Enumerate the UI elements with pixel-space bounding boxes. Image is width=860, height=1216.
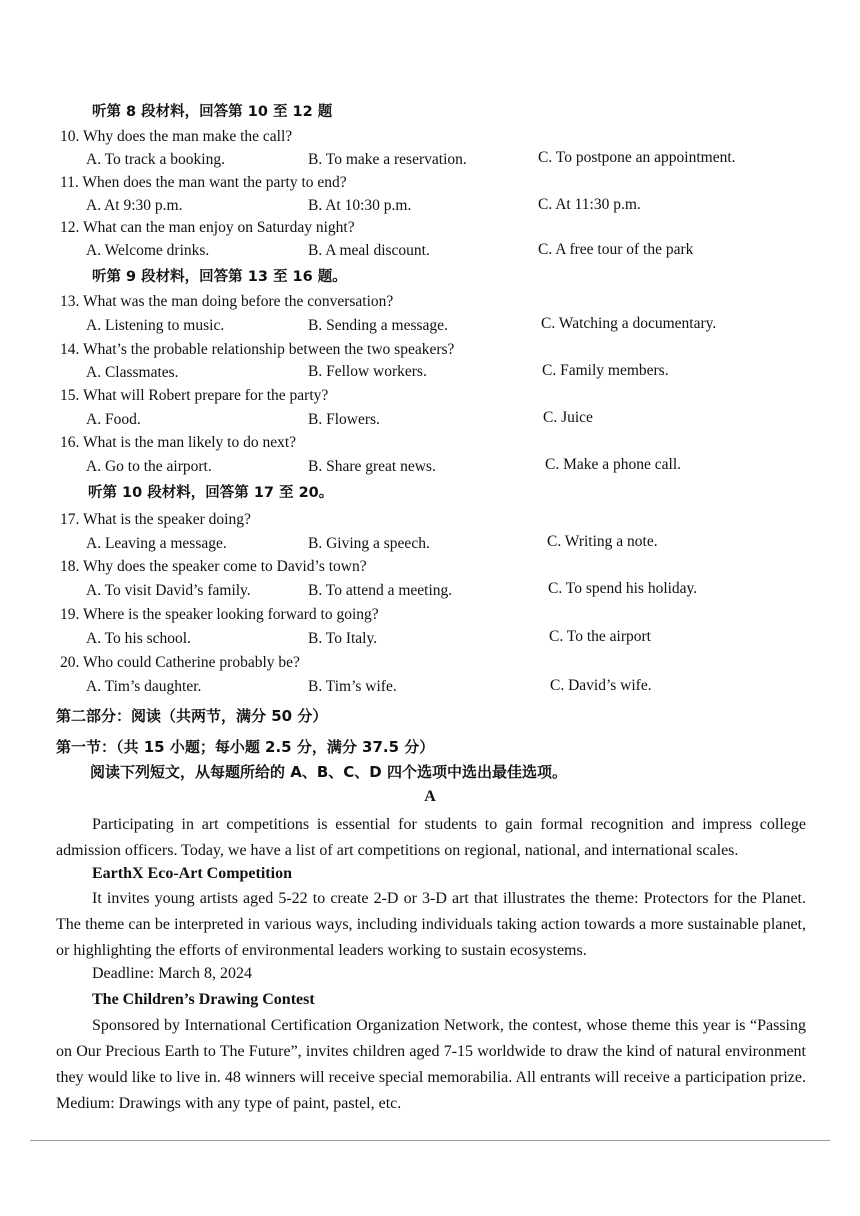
- question-10: 10. Why does the man make the call?: [60, 128, 293, 145]
- competition-2-title: The Children’s Drawing Contest: [92, 991, 315, 1008]
- question-16: 16. What is the man likely to do next?: [60, 434, 297, 451]
- q18-option-b: B. To attend a meeting.: [308, 582, 453, 599]
- footer-rule: [30, 1140, 830, 1141]
- passage-intro-text: Participating in art competitions is essential for students to gain formal recognition and impress college admission officers. Today, we have a list of art competitions on regional, national, and international scales.: [56, 816, 806, 859]
- question-18: 18. Why does the speaker come to David’s town?: [60, 558, 367, 575]
- reading-part-heading: 第二部分：阅读（共两节，满分 50 分）: [56, 707, 328, 725]
- q12-option-b: B. A meal discount.: [308, 242, 430, 259]
- q18-option-a: A. To visit David’s family.: [86, 582, 251, 599]
- question-13: 13. What was the man doing before the conversation?: [60, 293, 394, 310]
- q16-option-c: C. Make a phone call.: [545, 456, 682, 473]
- q11-option-b: B. At 10:30 p.m.: [308, 197, 412, 214]
- q11-option-a: A. At 9:30 p.m.: [86, 197, 183, 214]
- q15-option-b: B. Flowers.: [308, 411, 380, 428]
- q15-option-a: A. Food.: [86, 411, 141, 428]
- q14-option-c: C. Family members.: [542, 362, 669, 379]
- q20-option-c: C. David’s wife.: [550, 677, 652, 694]
- q10-option-b: B. To make a reservation.: [308, 151, 467, 168]
- q16-option-a: A. Go to the airport.: [86, 458, 212, 475]
- q17-option-a: A. Leaving a message.: [86, 535, 227, 552]
- q13-option-b: B. Sending a message.: [308, 317, 448, 334]
- q19-option-b: B. To Italy.: [308, 630, 378, 647]
- question-11: 11. When does the man want the party to end?: [60, 174, 347, 191]
- q13-option-a: A. Listening to music.: [86, 317, 225, 334]
- q12-option-c: C. A free tour of the park: [538, 241, 694, 258]
- q20-option-a: A. Tim’s daughter.: [86, 678, 202, 695]
- question-15: 15. What will Robert prepare for the party?: [60, 387, 329, 404]
- section-8-heading: 听第 8 段材料，回答第 10 至 12 题: [92, 104, 333, 120]
- passage-intro: [56, 812, 806, 864]
- q17-option-b: B. Giving a speech.: [308, 535, 430, 552]
- question-17: 17. What is the speaker doing?: [60, 511, 251, 528]
- q14-option-b: B. Fellow workers.: [308, 363, 427, 380]
- q12-option-a: A. Welcome drinks.: [86, 242, 210, 259]
- competition-2-body-text: Sponsored by International Certification Organization Network, the contest, whose theme this year is “Passing on Our Precious Earth to The Future”, invites children aged 7-15 worldwide to draw the kind of natural environment they would like to live in. 48 winners will receive special memorabilia. All entrants will receive a participation prize. Medium: Drawings with any type of paint, pastel, etc.: [56, 1017, 806, 1112]
- q19-option-a: A. To his school.: [86, 630, 191, 647]
- q11-option-c: C. At 11:30 p.m.: [538, 196, 641, 213]
- competition-2-body: [56, 1013, 806, 1117]
- q15-option-c: C. Juice: [543, 409, 593, 426]
- competition-1-title: EarthX Eco-Art Competition: [92, 865, 292, 882]
- q17-option-c: C. Writing a note.: [547, 533, 658, 550]
- question-20: 20. Who could Catherine probably be?: [60, 654, 300, 671]
- reading-instruction: 阅读下列短文，从每题所给的 A、B、C、D 四个选项中选出最佳选项。: [90, 763, 567, 781]
- competition-1-body-text: It invites young artists aged 5-22 to create 2-D or 3-D art that illustrates the theme: Protectors for the Planet. The theme can be interpreted in various ways, including individuals taking action towards a more sustainable planet, or highlighting the efforts of environmental leaders working to sustain ecosystems.: [56, 890, 806, 959]
- question-14: 14. What’s the probable relationship between the two speakers?: [60, 341, 455, 358]
- passage-label: A: [424, 788, 436, 805]
- question-12: 12. What can the man enjoy on Saturday night?: [60, 219, 355, 236]
- question-19: 19. Where is the speaker looking forward to going?: [60, 606, 379, 623]
- section-9-heading: 听第 9 段材料，回答第 13 至 16 题。: [92, 269, 347, 285]
- q13-option-c: C. Watching a documentary.: [541, 315, 717, 332]
- q10-option-c: C. To postpone an appointment.: [538, 149, 736, 166]
- competition-1-body: [56, 886, 806, 964]
- section-10-heading: 听第 10 段材料，回答第 17 至 20。: [88, 485, 334, 501]
- q10-option-a: A. To track a booking.: [86, 151, 225, 168]
- q20-option-b: B. Tim’s wife.: [308, 678, 397, 695]
- q14-option-a: A. Classmates.: [86, 364, 179, 381]
- q18-option-c: C. To spend his holiday.: [548, 580, 698, 597]
- q19-option-c: C. To the airport: [549, 628, 651, 645]
- q16-option-b: B. Share great news.: [308, 458, 436, 475]
- reading-section-heading: 第一节：（共 15 小题；每小题 2.5 分，满分 37.5 分）: [56, 738, 435, 756]
- competition-1-deadline: Deadline: March 8, 2024: [92, 965, 252, 982]
